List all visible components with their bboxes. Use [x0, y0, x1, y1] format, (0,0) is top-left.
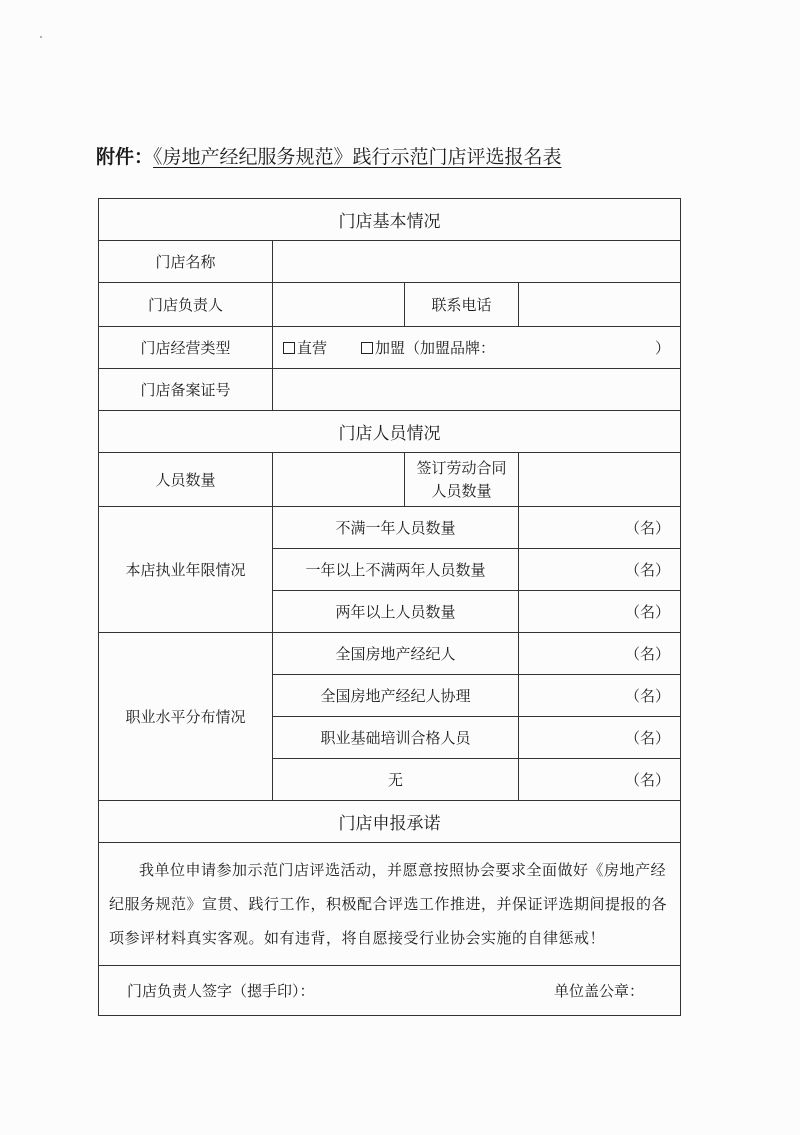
label-business-type: 门店经营类型 — [99, 327, 273, 369]
label-contract-line2: 人员数量 — [431, 481, 492, 500]
field-store-name[interactable] — [273, 241, 681, 283]
field-staff-count[interactable] — [273, 453, 405, 507]
years-row-unit[interactable]: （名） — [519, 591, 681, 633]
registration-form — [98, 198, 681, 1016]
label-contract-line1: 签订劳动合同 — [416, 458, 507, 477]
level-row-label: 全国房地产经纪人协理 — [273, 675, 519, 717]
section-pledge: 门店申报承诺 — [99, 801, 681, 843]
option-direct[interactable] — [283, 337, 327, 358]
years-row-unit[interactable]: （名） — [519, 507, 681, 549]
years-row-label: 不满一年人员数量 — [273, 507, 519, 549]
scan-speck — [40, 36, 42, 38]
level-row-label: 全国房地产经纪人 — [273, 633, 519, 675]
label-store-manager: 门店负责人 — [99, 283, 273, 327]
checkbox-icon[interactable] — [283, 342, 295, 354]
label-staff-count: 人员数量 — [99, 453, 273, 507]
level-row-unit[interactable]: （名） — [519, 759, 681, 801]
label-level: 职业水平分布情况 — [99, 633, 273, 801]
level-row-label: 职业基础培训合格人员 — [273, 717, 519, 759]
company-seal-label: 单位盖公章： — [553, 982, 644, 1000]
pledge-text: 我单位申请参加示范门店评选活动，并愿意按照协会要求全面做好《房地产经纪服务规范》宣贯、践行工作，积极配合评选工作推进，并保证评选期间提报的各项参评材料真实客观。如有违背，将自愿接受行业协会实施的自律惩戒！ — [99, 843, 681, 966]
option-direct-label: 直营 — [297, 339, 328, 357]
years-row-label: 一年以上不满两年人员数量 — [273, 549, 519, 591]
label-record-no: 门店备案证号 — [99, 369, 273, 411]
section-basic-info: 门店基本情况 — [99, 199, 681, 241]
label-contract-count — [405, 453, 519, 507]
option-franchise[interactable] — [361, 337, 495, 358]
checkbox-icon[interactable] — [361, 342, 373, 354]
title-prefix: 附件： — [96, 146, 154, 168]
level-row-unit[interactable]: （名） — [519, 633, 681, 675]
page-title — [96, 142, 562, 169]
field-phone[interactable] — [519, 283, 681, 327]
field-record-no[interactable] — [273, 369, 681, 411]
level-row-unit[interactable]: （名） — [519, 717, 681, 759]
option-franchise-label: 加盟（加盟品牌： — [375, 339, 496, 357]
title-document-name: 《房地产经纪服务规范》践行示范门店评选报名表 — [153, 146, 562, 168]
label-years: 本店执业年限情况 — [99, 507, 273, 633]
close-paren: ） — [654, 339, 670, 357]
years-row-unit[interactable]: （名） — [519, 549, 681, 591]
years-row-label: 两年以上人员数量 — [273, 591, 519, 633]
signature-row — [99, 966, 681, 1016]
field-business-type — [273, 327, 681, 369]
section-staff-info: 门店人员情况 — [99, 411, 681, 453]
manager-signature-label: 门店负责人签字（摁手印）： — [127, 982, 315, 1000]
label-phone: 联系电话 — [405, 283, 519, 327]
field-store-manager[interactable] — [273, 283, 405, 327]
level-row-unit[interactable]: （名） — [519, 675, 681, 717]
label-store-name: 门店名称 — [99, 241, 273, 283]
field-contract-count[interactable] — [519, 453, 681, 507]
level-row-label: 无 — [273, 759, 519, 801]
